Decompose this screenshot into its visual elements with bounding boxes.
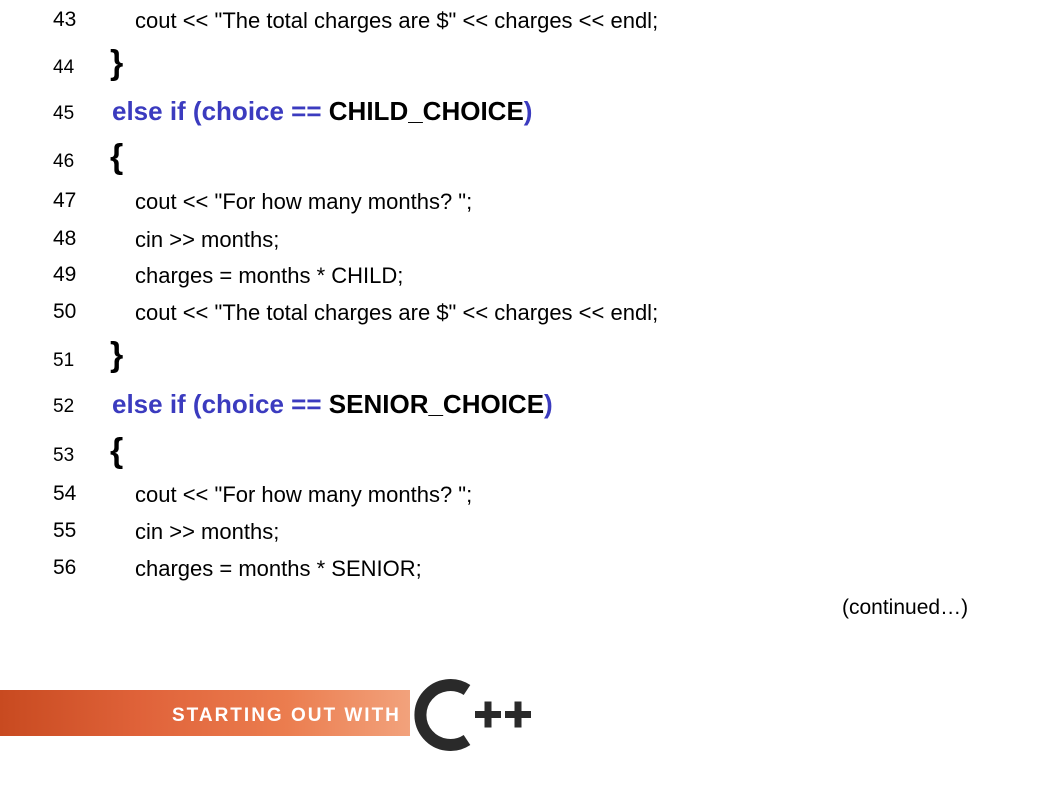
line-number: 48 bbox=[53, 227, 77, 250]
line-number: 46 bbox=[53, 151, 75, 172]
closing-brace: } bbox=[110, 44, 124, 82]
line-number: 49 bbox=[53, 263, 77, 286]
line-number: 43 bbox=[53, 8, 77, 31]
paren-segment: ) bbox=[523, 96, 533, 126]
condition-statement bbox=[112, 96, 532, 127]
code-text: cin >> months; bbox=[135, 519, 280, 544]
closing-brace: } bbox=[110, 336, 124, 374]
code-text: cout << "The total charges are $" << charges << endl; bbox=[135, 8, 659, 33]
line-number: 53 bbox=[53, 445, 75, 466]
keyword-segment: else if (choice == bbox=[112, 96, 329, 126]
code-text: cout << "For how many months? "; bbox=[135, 482, 473, 507]
paren-segment: ) bbox=[544, 389, 553, 419]
constant-name: SENIOR_CHOICE bbox=[328, 389, 545, 419]
code-text: cout << "For how many months? "; bbox=[135, 189, 473, 214]
opening-brace: { bbox=[110, 432, 124, 470]
opening-brace: { bbox=[110, 138, 124, 176]
cpp-logo-icon bbox=[405, 676, 545, 756]
code-text: cin >> months; bbox=[135, 227, 280, 252]
code-text: charges = months * CHILD; bbox=[135, 263, 404, 288]
code-text: cout << "The total charges are $" << charges << endl; bbox=[135, 300, 659, 325]
line-number: 55 bbox=[53, 519, 77, 542]
line-number: 44 bbox=[53, 57, 75, 78]
banner-title: STARTING OUT WITH bbox=[172, 705, 401, 726]
code-text: charges = months * SENIOR; bbox=[135, 556, 422, 581]
line-number: 56 bbox=[53, 556, 77, 579]
line-number: 50 bbox=[53, 300, 77, 323]
condition-statement bbox=[112, 389, 553, 420]
line-number: 45 bbox=[53, 103, 75, 124]
continued-note: (continued…) bbox=[842, 596, 969, 619]
line-number: 51 bbox=[53, 350, 75, 371]
keyword-segment: else if (choice == bbox=[112, 389, 329, 419]
line-number: 54 bbox=[53, 482, 77, 505]
line-number: 52 bbox=[53, 396, 75, 417]
line-number: 47 bbox=[53, 189, 77, 212]
constant-name: CHILD_CHOICE bbox=[328, 96, 524, 126]
